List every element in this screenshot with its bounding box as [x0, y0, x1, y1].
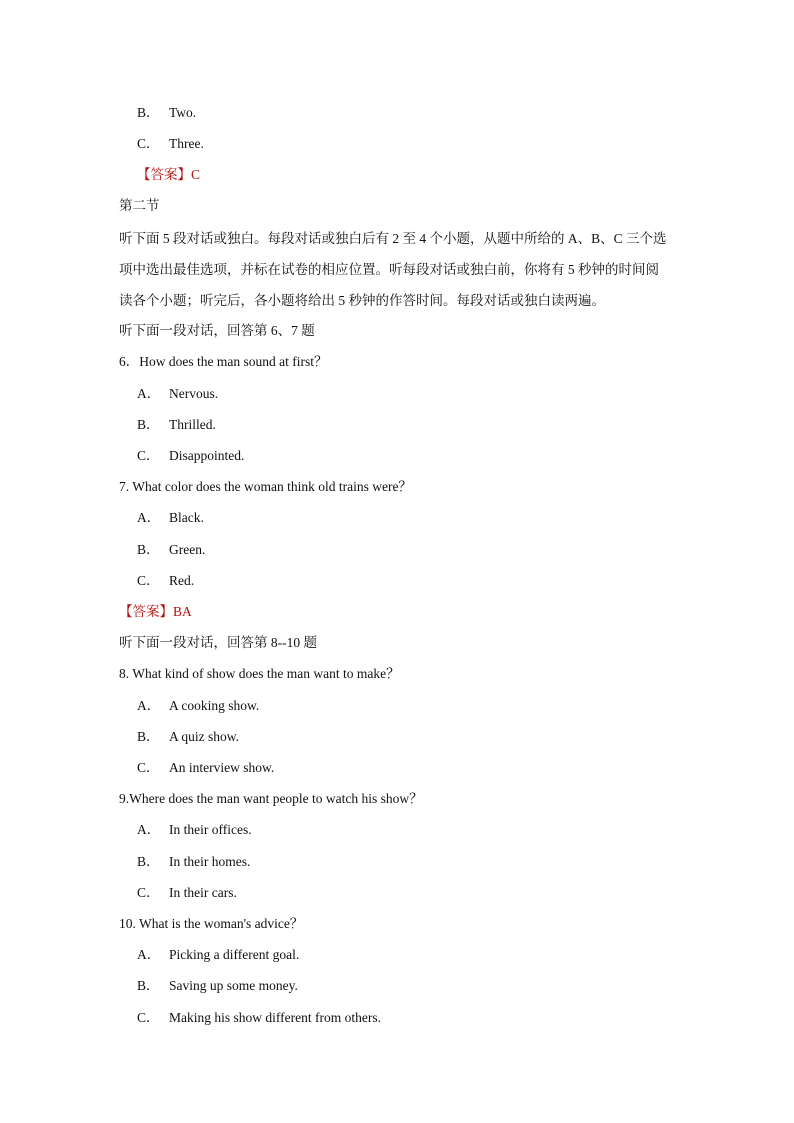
option-c [137, 135, 204, 153]
option-c [137, 447, 244, 465]
option-letter: B． [137, 105, 160, 120]
option-text: Disappointed. [169, 448, 245, 463]
option-letter: C． [137, 760, 160, 775]
option-text: Saving up some money. [169, 978, 298, 993]
option-text: Two. [169, 105, 197, 120]
question-stem: 9.Where does the man want people to watch his show？ [119, 791, 423, 806]
option-text: Nervous. [169, 386, 219, 401]
option-letter: B． [137, 854, 160, 869]
instruction-line: 项中选出最佳选项，并标在试卷的相应位置。听每段对话或独白前，你将有 5 秒钟的时间阅 [119, 262, 659, 277]
option-letter: C． [137, 885, 160, 900]
instruction-line: 听下面 5 段对话或独白。每段对话或独白后有 2 至 4 个小题，从题中所给的 A、B、C 三个选 [119, 231, 667, 246]
option-letter: A． [137, 822, 161, 837]
instruction-line: 读各个小题；听完后，各小题将给出 5 秒钟的作答时间。每段对话或独白读两遍。 [119, 293, 605, 308]
question-stem: 6．How does the man sound at first？ [119, 354, 328, 369]
option-text: In their cars. [169, 885, 237, 900]
option-a [137, 946, 299, 964]
option-letter: C． [137, 448, 160, 463]
option-a [137, 697, 259, 715]
option-a [137, 821, 252, 839]
option-text: Making his show different from others. [169, 1010, 381, 1025]
option-letter: C． [137, 573, 160, 588]
option-letter: A． [137, 510, 161, 525]
option-b [137, 416, 216, 434]
option-c [137, 572, 194, 590]
answer-label: 【答案】 [119, 604, 173, 619]
option-letter: B． [137, 542, 160, 557]
option-c [137, 1009, 381, 1027]
question-stem: 8. What kind of show does the man want to make？ [119, 666, 400, 681]
answer-line [137, 166, 200, 184]
option-text: Red. [169, 573, 195, 588]
answer-value: BA [173, 604, 192, 619]
section-instructions [119, 223, 689, 316]
option-letter: B． [137, 729, 160, 744]
option-a [137, 385, 218, 403]
option-a [137, 509, 204, 527]
answer-line [119, 603, 192, 621]
option-b [137, 977, 298, 995]
option-text: Black. [169, 510, 204, 525]
option-text: Three. [169, 136, 204, 151]
option-b [137, 728, 239, 746]
answer-label: 【答案】 [137, 167, 191, 182]
option-text: A cooking show. [169, 698, 260, 713]
option-c [137, 759, 274, 777]
group-intro: 听下面一段对话，回答第 6、7 题 [119, 323, 315, 338]
answer-value: C [191, 167, 201, 182]
option-text: Picking a different goal. [169, 947, 300, 962]
option-letter: C． [137, 136, 160, 151]
option-letter: A． [137, 698, 161, 713]
option-b [137, 104, 196, 122]
option-letter: B． [137, 417, 160, 432]
section-title: 第二节 [119, 198, 160, 213]
option-text: A quiz show. [169, 729, 239, 744]
option-letter: B． [137, 978, 160, 993]
option-text: An interview show. [169, 760, 275, 775]
option-b [137, 541, 205, 559]
option-c [137, 884, 237, 902]
question-stem: 10. What is the woman's advice？ [119, 916, 304, 931]
option-letter: A． [137, 386, 161, 401]
option-letter: A． [137, 947, 161, 962]
option-text: In their offices. [169, 822, 252, 837]
question-stem: 7. What color does the woman think old trains were？ [119, 479, 412, 494]
option-b [137, 853, 250, 871]
option-letter: C． [137, 1010, 160, 1025]
option-text: Green. [169, 542, 206, 557]
option-text: Thrilled. [169, 417, 216, 432]
option-text: In their homes. [169, 854, 251, 869]
group-intro: 听下面一段对话，回答第 8--10 题 [119, 635, 317, 650]
